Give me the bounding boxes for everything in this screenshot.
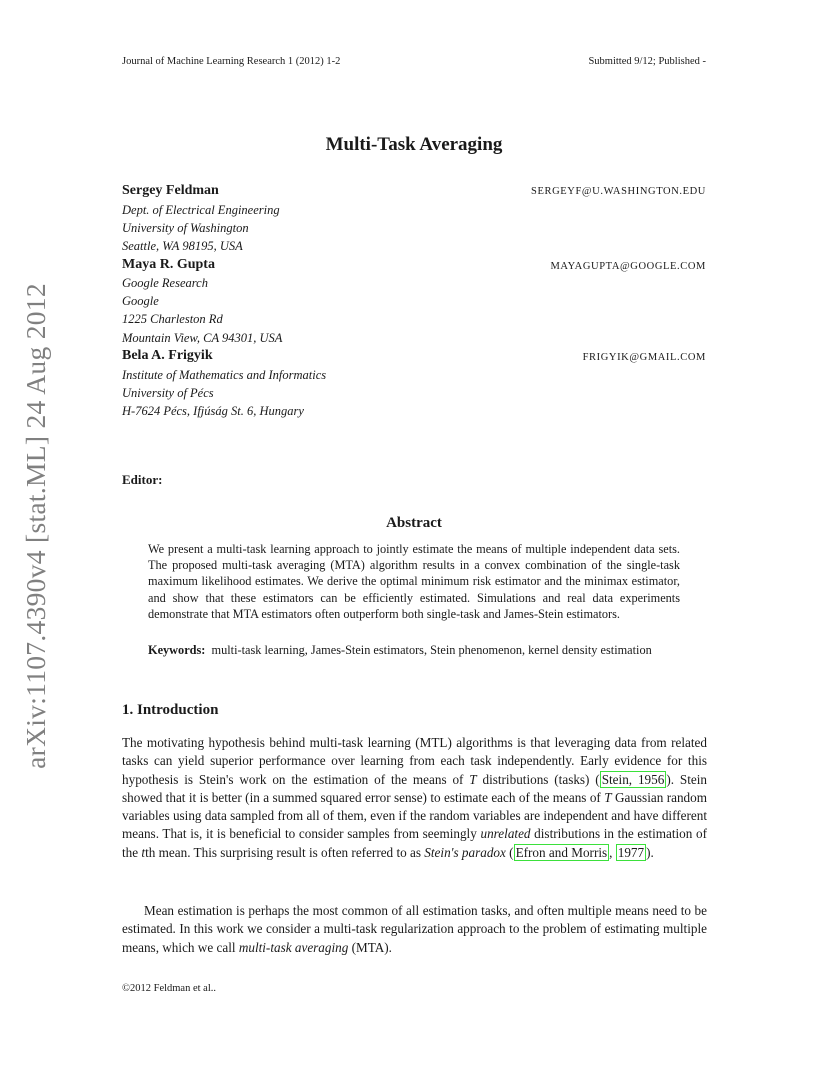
author-affiliation-line: Dept. of Electrical Engineering bbox=[122, 203, 280, 217]
math-T: T bbox=[469, 771, 477, 787]
author-affiliation-line: Mountain View, CA 94301, USA bbox=[122, 331, 283, 345]
citation-link[interactable]: Efron and Morris bbox=[515, 844, 608, 860]
author-email: MAYAGUPTA@GOOGLE.COM bbox=[550, 261, 706, 272]
author-email: FRIGYIK@GMAIL.COM bbox=[582, 352, 706, 363]
citation-link[interactable]: 1977 bbox=[617, 844, 645, 860]
section-heading: 1. Introduction bbox=[122, 702, 219, 718]
math-t: t bbox=[141, 844, 146, 860]
author-affiliation-line: Seattle, WA 98195, USA bbox=[122, 239, 243, 253]
math-T: T bbox=[604, 789, 612, 805]
author-email: SERGEYF@U.WASHINGTON.EDU bbox=[531, 186, 706, 197]
citation-link[interactable]: Stein, 1956 bbox=[601, 771, 665, 787]
emphasis-text: unrelated bbox=[480, 826, 531, 842]
arxiv-stamp: arXiv:1107.4390v4 [stat.ML] 24 Aug 2012 bbox=[20, 283, 51, 769]
author-affiliation-line: 1225 Charleston Rd bbox=[122, 312, 223, 326]
abstract-heading: Abstract bbox=[386, 515, 442, 531]
keywords-text: multi-task learning, James-Stein estimators, Stein phenomenon, kernel density estimation bbox=[211, 643, 652, 657]
author-name: Bela A. Frigyik bbox=[122, 348, 213, 363]
author-name: Sergey Feldman bbox=[122, 183, 219, 198]
author-name: Maya R. Gupta bbox=[122, 257, 215, 272]
keywords-label: Keywords: bbox=[148, 643, 206, 657]
author-affiliation-line: University of Washington bbox=[122, 221, 249, 235]
paper-title: Multi-Task Averaging bbox=[325, 134, 503, 155]
submission-info: Submitted 9/12; Published - bbox=[588, 56, 706, 67]
author-affiliation-line: Google Research bbox=[122, 276, 208, 290]
emphasis-text: Stein's paradox bbox=[424, 844, 506, 860]
intro-paragraph-1: The motivating hypothesis behind multi-task learning (MTL) algorithms is that leveraging data from related tasks can yield superior performance over learning from each task independently. Early evidence for this hypothesis is Stein's work on the estimation of the means of T distributions (tasks) ( Stein, 1956 ). Stein showed that it is better (in a summed squared error sense) to estimate each of the means of T Gaussian random variables using data sampled from all of them, even if the random variables are independent and have different means. That is, it is beneficial to consider samples from seemingly unrelated distributions in the estimation of the tth mean. This surprising result is often referred to as Stein's paradox ( Efron and Morris , 1977 ). bbox=[122, 735, 707, 860]
emphasis-text: multi-task averaging bbox=[238, 939, 349, 955]
author-affiliation-line: H-7624 Pécs, Ifjúság St. 6, Hungary bbox=[122, 404, 304, 418]
keywords-block bbox=[148, 642, 680, 658]
copyright-footer: ©2012 Feldman et al.. bbox=[122, 983, 217, 994]
journal-header: Journal of Machine Learning Research 1 (2012) 1-2 bbox=[122, 56, 341, 67]
editor-label: Editor: bbox=[122, 472, 163, 487]
intro-paragraph-2: Mean estimation is perhaps the most common of all estimation tasks, and often multiple means need to be estimated. In this work we consider a multi-task regularization approach to the problem of estimating multiple means, which we call multi-task averaging (MTA). bbox=[122, 903, 707, 955]
author-affiliation-line: University of Pécs bbox=[122, 386, 214, 400]
author-affiliation-line: Google bbox=[122, 294, 159, 308]
abstract-text: We present a multi-task learning approach to jointly estimate the means of multiple independent data sets. The proposed multi-task averaging (MTA) algorithm results in a convex combination of the single-task maximum likelihood estimates. We derive the optimal minimum risk estimator and the minimax estimator, and show that these estimators can be efficiently estimated. Simulations and real data experiments demonstrate that MTA estimators often outperform both single-task and James-Stein estimators. bbox=[148, 542, 680, 621]
author-affiliation-line: Institute of Mathematics and Informatics bbox=[122, 368, 327, 382]
